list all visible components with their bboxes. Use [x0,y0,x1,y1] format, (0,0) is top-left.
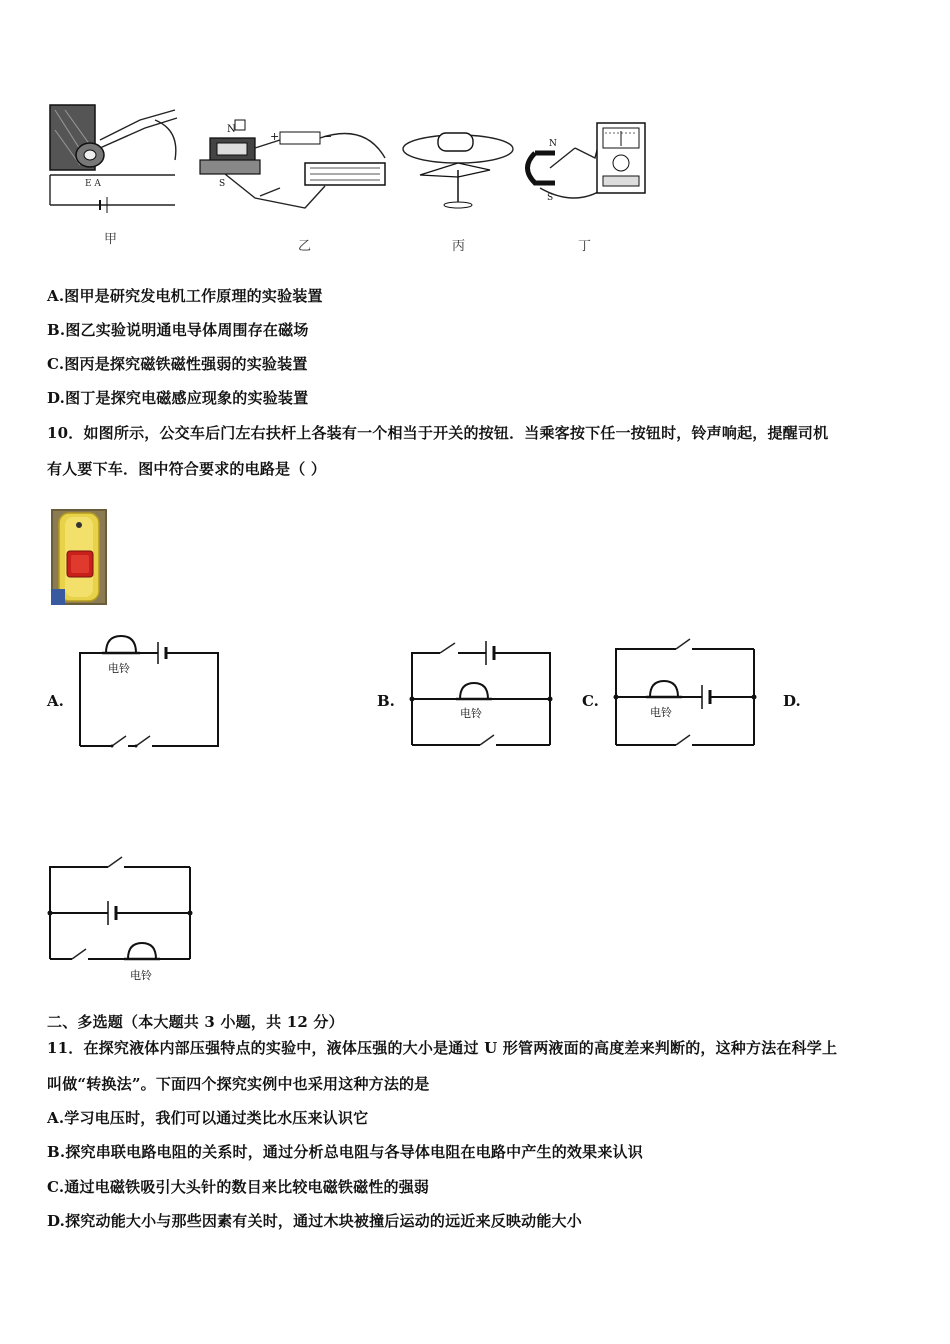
caption-ding: 丁 [578,239,592,254]
circuit-a-bell-label: 电铃 [108,662,130,675]
ding-s-label: S [547,193,554,203]
yi-plus-label: + [270,130,280,143]
q11-option-d: D.探究动能大小与那些因素有关时，通过木块被撞后运动的远近来反映动能大小 [47,1212,582,1230]
figure-ding-galvanometer [515,118,655,208]
caption-yi: 乙 [298,239,312,254]
circuit-b-diagram [410,635,560,755]
circuit-c-diagram [614,635,764,755]
section-2-heading: 二、多选题（本大题共 3 小题，共 12 分） [47,1013,344,1031]
caption-jia: 甲 [104,232,118,247]
q9-option-a: A.图甲是研究发电机工作原理的实验装置 [47,287,323,305]
caption-bing: 丙 [452,239,466,254]
figure-yi-circuit [195,118,395,213]
q11-option-a: A.学习电压时，我们可以通过类比水压来认识它 [47,1109,369,1127]
q9-option-b: B.图乙实验说明通电导体周围存在磁场 [47,321,309,339]
circuit-d-diagram [48,855,198,985]
q11-stem-line1: 11．在探究液体内部压强特点的实验中，液体压强的大小是通过 U 形管两液面的高度差来判断的，这种方法在科学上 [47,1039,838,1057]
yi-n-label: N [227,124,236,135]
circuit-d-bell-label: 电铃 [130,969,152,982]
q11-option-b: B.探究串联电路电阻的关系时，通过分析总电阻与各导体电阻在电路中产生的效果来认识 [47,1143,643,1161]
svg-text:E A: E A [85,179,101,189]
circuit-b-label: B. [377,692,395,710]
figure-bing-compass [400,125,520,210]
q11-option-c: C.通过电磁铁吸引大头针的数目来比较电磁铁磁性的强弱 [47,1178,430,1196]
q9-option-d: D.图丁是探究电磁感应现象的实验装置 [47,389,309,407]
yi-s-label: S [219,179,226,189]
circuit-c-label: C. [582,692,599,710]
circuit-a-diagram [78,628,228,753]
circuit-a-label: A. [47,692,64,710]
circuit-b-bell-label: 电铃 [460,707,482,720]
q10-stem-line2: 有人要下车．图中符合要求的电路是（ ） [47,460,327,478]
bus-button-photo [51,509,107,605]
q10-stem-line1: 10．如图所示，公交车后门左右扶杆上各装有一个相当于开关的按钮．当乘客按下任一按钮时，铃声响起，提醒司机 [47,424,829,442]
circuit-d-label: D. [783,692,801,710]
ding-n-label: N [549,139,557,149]
circuit-c-bell-label: 电铃 [650,706,672,719]
yi-minus-label: − [323,130,333,143]
q9-option-c: C.图丙是探究磁铁磁性强弱的实验装置 [47,355,308,373]
figure-jia-generator [45,100,185,210]
q11-stem-line2: 叫做“转换法”。下面四个探究实例中也采用这种方法的是 [47,1075,430,1093]
